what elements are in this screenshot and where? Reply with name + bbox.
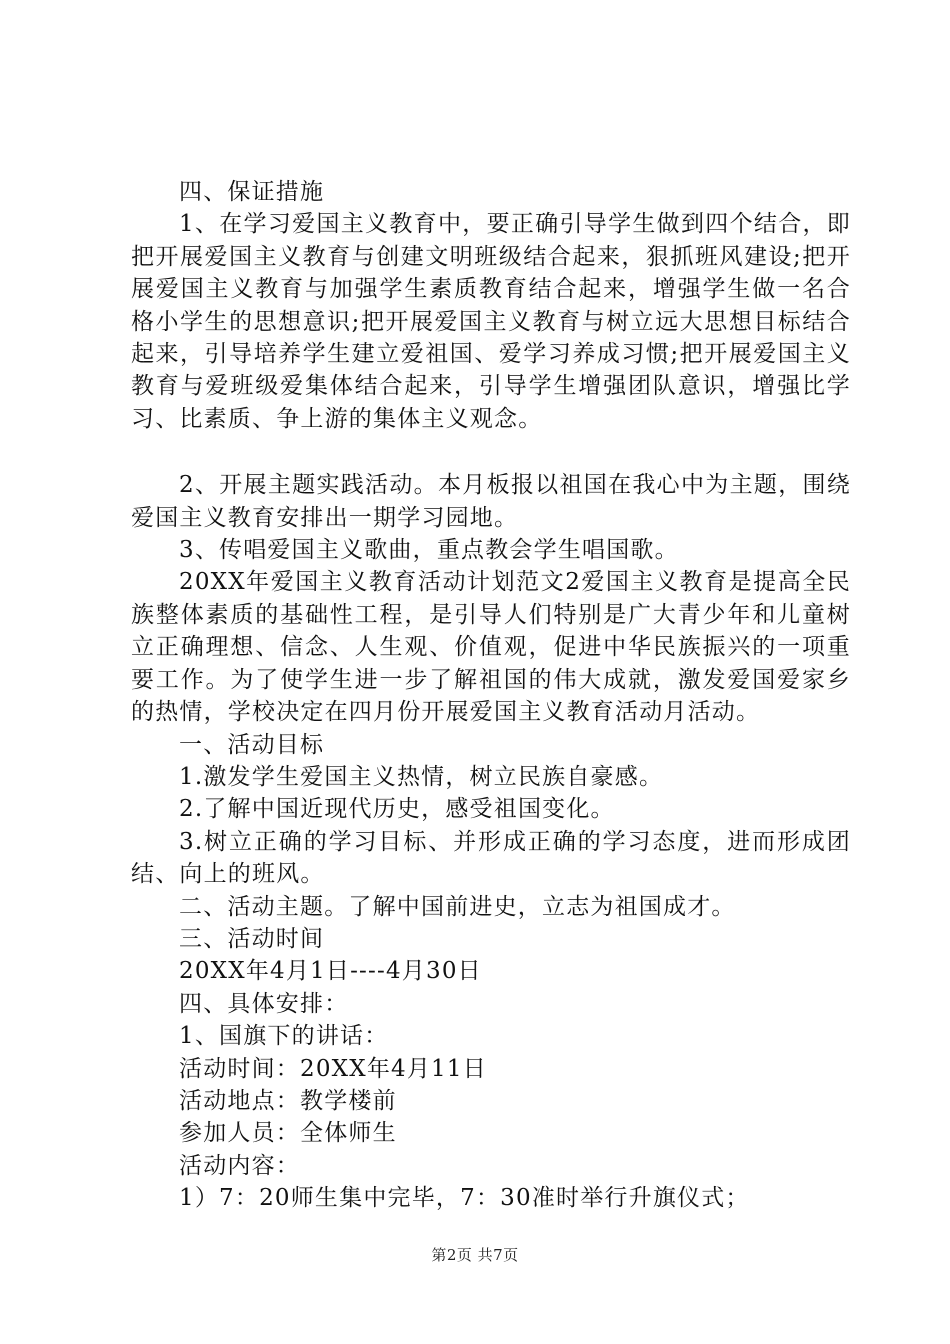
body-paragraph: 3、传唱爱国主义歌曲，重点教会学生唱国歌。 [179, 537, 679, 564]
section-heading: 二、活动主题。了解中国前进史，立志为祖国成才。 [179, 893, 736, 920]
body-paragraph: 1、在学习爱国主义教育中，要正确引导学生做到四个结合，即把开展爱国主义教育与创建文明班级结合起来，狠抓班风建设;把开展爱国主义教育与加强学生素质教育结合起来，增强学生做一名合格小学生的思想意识;把开展爱国主义教育与树立远大思想目标结合起来，引导培养学生建立爱祖国、爱学习养成习惯;把开展爱国主义教育与爱班级爱集体结合起来，引导学生增强团队意识，增强比学习、比素质、争上游的集体主义观念。 [131, 211, 851, 432]
body-paragraph: 活动内容： [179, 1152, 300, 1179]
list-item: 1.激发学生爱国主义热情，树立民族自豪感。 [179, 763, 664, 790]
body-paragraph: 2、开展主题实践活动。本月板报以祖国在我心中为主题，围绕爱国主义教育安排出一期学习园地。 [131, 472, 851, 531]
document-body [131, 176, 851, 1215]
section-heading: 四、保证措施 [179, 179, 325, 205]
section-heading: 四、具体安排： [179, 990, 349, 1017]
body-paragraph: 参加人员：全体师生 [179, 1120, 397, 1147]
section-heading: 三、活动时间 [179, 925, 325, 952]
body-paragraph: 活动时间：20XX年4月11日 [179, 1055, 487, 1082]
list-item: 2.了解中国近现代历史，感受祖国变化。 [179, 796, 615, 823]
body-paragraph: 20XX年4月1日----4月30日 [179, 958, 482, 985]
body-paragraph: 20XX年爱国主义教育活动计划范文2爱国主义教育是提高全民族整体素质的基础性工程，是引导人们特别是广大青少年和儿童树立正确理想、信念、人生观、价值观，促进中华民族振兴的一项重要工作。为了使学生进一步了解祖国的伟大成就，激发爱国爱家乡的热情，学校决定在四月份开展爱国主义教育活动月活动。 [131, 569, 851, 726]
page-number: 第2页 共7页 [431, 1246, 519, 1264]
list-item: 1）7：20师生集中完毕，7：30准时举行升旗仪式； [179, 1185, 750, 1212]
list-item: 1、国旗下的讲话： [179, 1023, 389, 1050]
list-item: 3.树立正确的学习目标、并形成正确的学习态度，进而形成团结、向上的班风。 [131, 828, 851, 888]
body-paragraph: 活动地点：教学楼前 [179, 1087, 397, 1114]
section-heading: 一、活动目标 [179, 731, 325, 758]
